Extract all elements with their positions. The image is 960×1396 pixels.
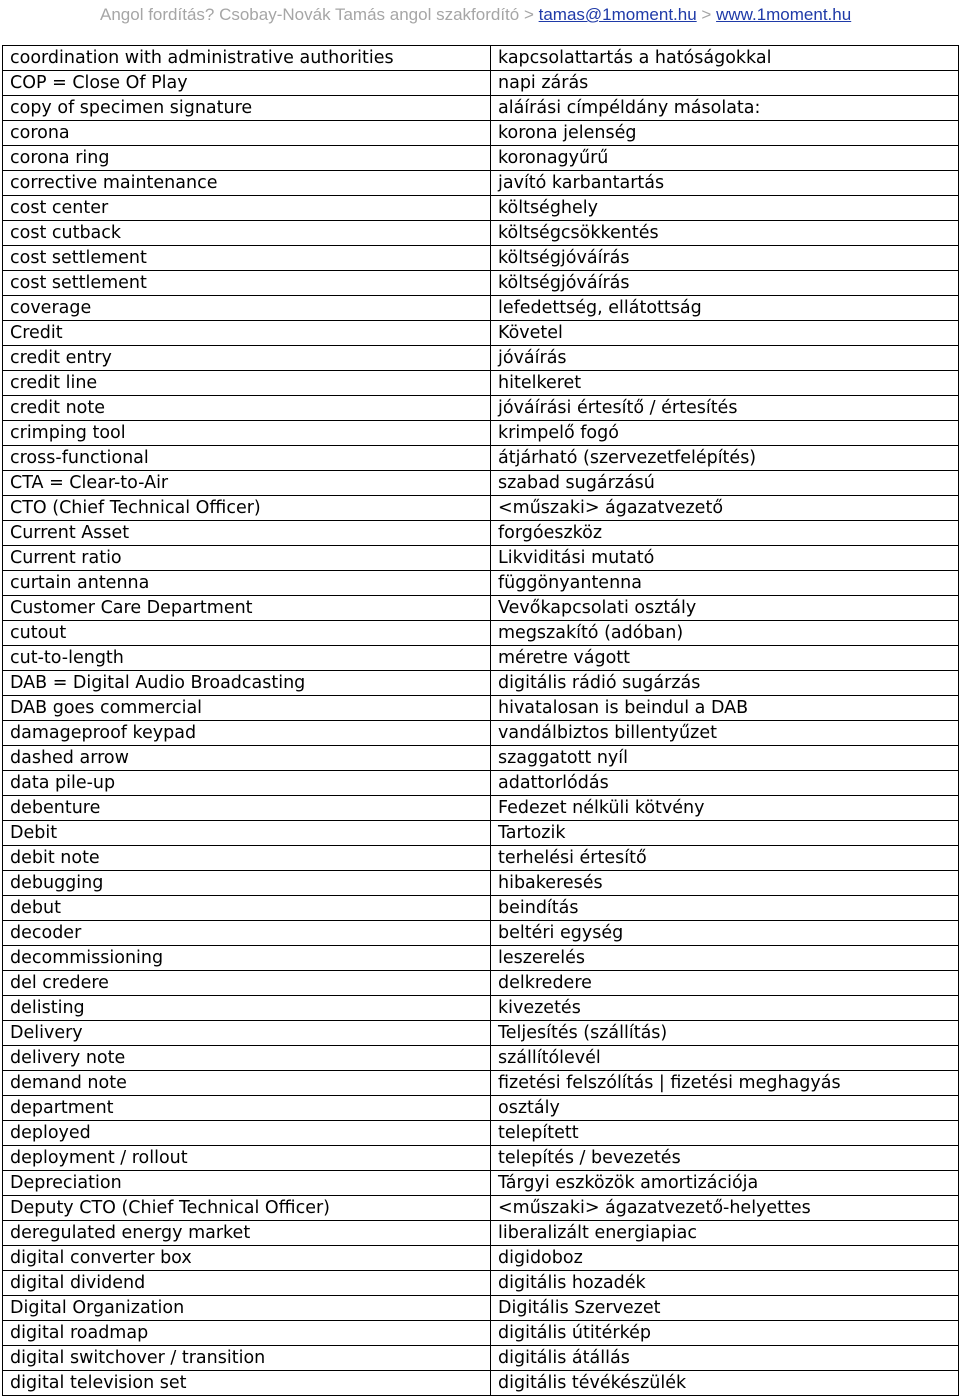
table-row [3, 496, 959, 521]
table-row [3, 921, 959, 946]
table-row [3, 746, 959, 771]
table-row [3, 321, 959, 346]
term-hungarian: szállítólevél [491, 1046, 959, 1071]
term-hungarian: javító karbantartás [491, 171, 959, 196]
term-english: credit note [3, 396, 491, 421]
term-english: digital switchover / transition [3, 1346, 491, 1371]
term-english: coordination with administrative authorities [3, 46, 491, 71]
term-english: delivery note [3, 1046, 491, 1071]
term-hungarian: szabad sugárzású [491, 471, 959, 496]
term-hungarian: delkredere [491, 971, 959, 996]
table-row [3, 771, 959, 796]
term-hungarian: Követel [491, 321, 959, 346]
term-english: Digital Organization [3, 1296, 491, 1321]
term-hungarian: <műszaki> ágazatvezető-helyettes [491, 1196, 959, 1221]
term-hungarian: digitális útitérkép [491, 1321, 959, 1346]
term-hungarian: költséghely [491, 196, 959, 221]
term-english: Credit [3, 321, 491, 346]
term-hungarian: jóváírási értesítő / értesítés [491, 396, 959, 421]
table-row [3, 596, 959, 621]
term-hungarian: függönyantenna [491, 571, 959, 596]
table-row [3, 146, 959, 171]
table-row [3, 171, 959, 196]
table-row [3, 671, 959, 696]
term-hungarian: Vevőkapcsolati osztály [491, 596, 959, 621]
term-hungarian: beindítás [491, 896, 959, 921]
term-hungarian: fizetési felszólítás | fizetési meghagyás [491, 1071, 959, 1096]
term-english: cross-functional [3, 446, 491, 471]
table-row [3, 1096, 959, 1121]
term-hungarian: krimpelő fogó [491, 421, 959, 446]
term-english: COP = Close Of Play [3, 71, 491, 96]
term-english: copy of specimen signature [3, 96, 491, 121]
page-header [0, 4, 960, 26]
table-row [3, 946, 959, 971]
table-row [3, 696, 959, 721]
table-row [3, 796, 959, 821]
term-english: crimping tool [3, 421, 491, 446]
term-hungarian: digitális hozadék [491, 1271, 959, 1296]
term-hungarian: Tárgyi eszközök amortizációja [491, 1171, 959, 1196]
term-english: delisting [3, 996, 491, 1021]
header-prefix: Angol fordítás? Csobay-Novák Tamás angol szakfordító > [100, 5, 534, 24]
table-row [3, 1371, 959, 1396]
term-english: Current ratio [3, 546, 491, 571]
term-english: CTO (Chief Technical Officer) [3, 496, 491, 521]
table-row [3, 1271, 959, 1296]
term-hungarian: osztály [491, 1096, 959, 1121]
header-email-link[interactable]: tamas@1moment.hu [538, 5, 697, 24]
term-english: cost settlement [3, 271, 491, 296]
term-hungarian: telepített [491, 1121, 959, 1146]
header-text [100, 4, 851, 26]
term-hungarian: szaggatott nyíl [491, 746, 959, 771]
term-english: digital dividend [3, 1271, 491, 1296]
term-english: debit note [3, 846, 491, 871]
term-english: Customer Care Department [3, 596, 491, 621]
table-row [3, 896, 959, 921]
term-english: credit line [3, 371, 491, 396]
table-row [3, 621, 959, 646]
term-hungarian: korona jelenség [491, 121, 959, 146]
term-english: digital roadmap [3, 1321, 491, 1346]
table-row [3, 1246, 959, 1271]
term-english: corona ring [3, 146, 491, 171]
table-row [3, 71, 959, 96]
term-english: digital converter box [3, 1246, 491, 1271]
table-row [3, 121, 959, 146]
term-hungarian: digitális tévékészülék [491, 1371, 959, 1396]
table-row [3, 1321, 959, 1346]
term-hungarian: méretre vágott [491, 646, 959, 671]
term-hungarian: koronagyűrű [491, 146, 959, 171]
table-row [3, 546, 959, 571]
term-hungarian: lefedettség, ellátottság [491, 296, 959, 321]
table-row [3, 721, 959, 746]
term-hungarian: telepítés / bevezetés [491, 1146, 959, 1171]
term-english: Debit [3, 821, 491, 846]
term-english: debut [3, 896, 491, 921]
table-row [3, 1021, 959, 1046]
term-english: Deputy CTO (Chief Technical Officer) [3, 1196, 491, 1221]
term-english: curtain antenna [3, 571, 491, 596]
table-row [3, 821, 959, 846]
table-row [3, 1221, 959, 1246]
term-english: DAB goes commercial [3, 696, 491, 721]
term-hungarian: költségjóváírás [491, 271, 959, 296]
term-hungarian: hibakeresés [491, 871, 959, 896]
table-row [3, 196, 959, 221]
term-hungarian: költségjóváírás [491, 246, 959, 271]
table-row [3, 371, 959, 396]
glossary-body [3, 46, 959, 1396]
header-separator: > [701, 5, 712, 24]
term-english: deployment / rollout [3, 1146, 491, 1171]
table-row [3, 871, 959, 896]
table-row [3, 96, 959, 121]
term-hungarian: digidoboz [491, 1246, 959, 1271]
term-hungarian: Teljesítés (szállítás) [491, 1021, 959, 1046]
term-hungarian: forgóeszköz [491, 521, 959, 546]
term-english: cutout [3, 621, 491, 646]
term-english: coverage [3, 296, 491, 321]
term-hungarian: liberalizált energiapiac [491, 1221, 959, 1246]
term-english: CTA = Clear-to-Air [3, 471, 491, 496]
table-row [3, 471, 959, 496]
term-hungarian: megszakító (adóban) [491, 621, 959, 646]
term-hungarian: leszerelés [491, 946, 959, 971]
term-hungarian: <műszaki> ágazatvezető [491, 496, 959, 521]
table-row [3, 996, 959, 1021]
term-hungarian: Tartozik [491, 821, 959, 846]
term-english: decoder [3, 921, 491, 946]
term-english: digital television set [3, 1371, 491, 1396]
term-english: credit entry [3, 346, 491, 371]
term-hungarian: Fedezet nélküli kötvény [491, 796, 959, 821]
term-hungarian: Digitális Szervezet [491, 1296, 959, 1321]
glossary-table [2, 45, 959, 1396]
table-row [3, 571, 959, 596]
term-english: damageproof keypad [3, 721, 491, 746]
table-row [3, 246, 959, 271]
table-row [3, 1146, 959, 1171]
table-row [3, 221, 959, 246]
table-row [3, 846, 959, 871]
term-hungarian: jóváírás [491, 346, 959, 371]
term-hungarian: napi zárás [491, 71, 959, 96]
term-hungarian: adattorlódás [491, 771, 959, 796]
term-english: Current Asset [3, 521, 491, 546]
table-row [3, 421, 959, 446]
term-hungarian: digitális rádió sugárzás [491, 671, 959, 696]
term-hungarian: vandálbiztos billentyűzet [491, 721, 959, 746]
term-english: corrective maintenance [3, 171, 491, 196]
term-english: debugging [3, 871, 491, 896]
term-english: cut-to-length [3, 646, 491, 671]
term-hungarian: átjárható (szervezetfelépítés) [491, 446, 959, 471]
table-row [3, 646, 959, 671]
term-english: demand note [3, 1071, 491, 1096]
table-row [3, 346, 959, 371]
table-row [3, 521, 959, 546]
term-english: Depreciation [3, 1171, 491, 1196]
table-row [3, 1346, 959, 1371]
table-row [3, 271, 959, 296]
term-english: Delivery [3, 1021, 491, 1046]
term-hungarian: terhelési értesítő [491, 846, 959, 871]
term-hungarian: kapcsolattartás a hatóságokkal [491, 46, 959, 71]
term-english: deregulated energy market [3, 1221, 491, 1246]
term-english: dashed arrow [3, 746, 491, 771]
term-english: del credere [3, 971, 491, 996]
term-english: deployed [3, 1121, 491, 1146]
term-hungarian: Likviditási mutató [491, 546, 959, 571]
term-english: decommissioning [3, 946, 491, 971]
term-english: cost center [3, 196, 491, 221]
table-row [3, 1046, 959, 1071]
term-english: cost settlement [3, 246, 491, 271]
table-row [3, 1121, 959, 1146]
term-hungarian: kivezetés [491, 996, 959, 1021]
term-hungarian: digitális átállás [491, 1346, 959, 1371]
table-row [3, 1171, 959, 1196]
term-english: cost cutback [3, 221, 491, 246]
term-hungarian: beltéri egység [491, 921, 959, 946]
table-row [3, 1296, 959, 1321]
term-english: data pile-up [3, 771, 491, 796]
table-row [3, 1071, 959, 1096]
table-row [3, 396, 959, 421]
term-english: DAB = Digital Audio Broadcasting [3, 671, 491, 696]
table-row [3, 446, 959, 471]
table-row [3, 46, 959, 71]
term-english: debenture [3, 796, 491, 821]
table-row [3, 1196, 959, 1221]
term-english: department [3, 1096, 491, 1121]
table-row [3, 296, 959, 321]
term-hungarian: költségcsökkentés [491, 221, 959, 246]
term-hungarian: aláírási címpéldány másolata: [491, 96, 959, 121]
term-english: corona [3, 121, 491, 146]
table-row [3, 971, 959, 996]
term-hungarian: hitelkeret [491, 371, 959, 396]
term-hungarian: hivatalosan is beindul a DAB [491, 696, 959, 721]
header-website-link[interactable]: www.1moment.hu [716, 5, 852, 24]
